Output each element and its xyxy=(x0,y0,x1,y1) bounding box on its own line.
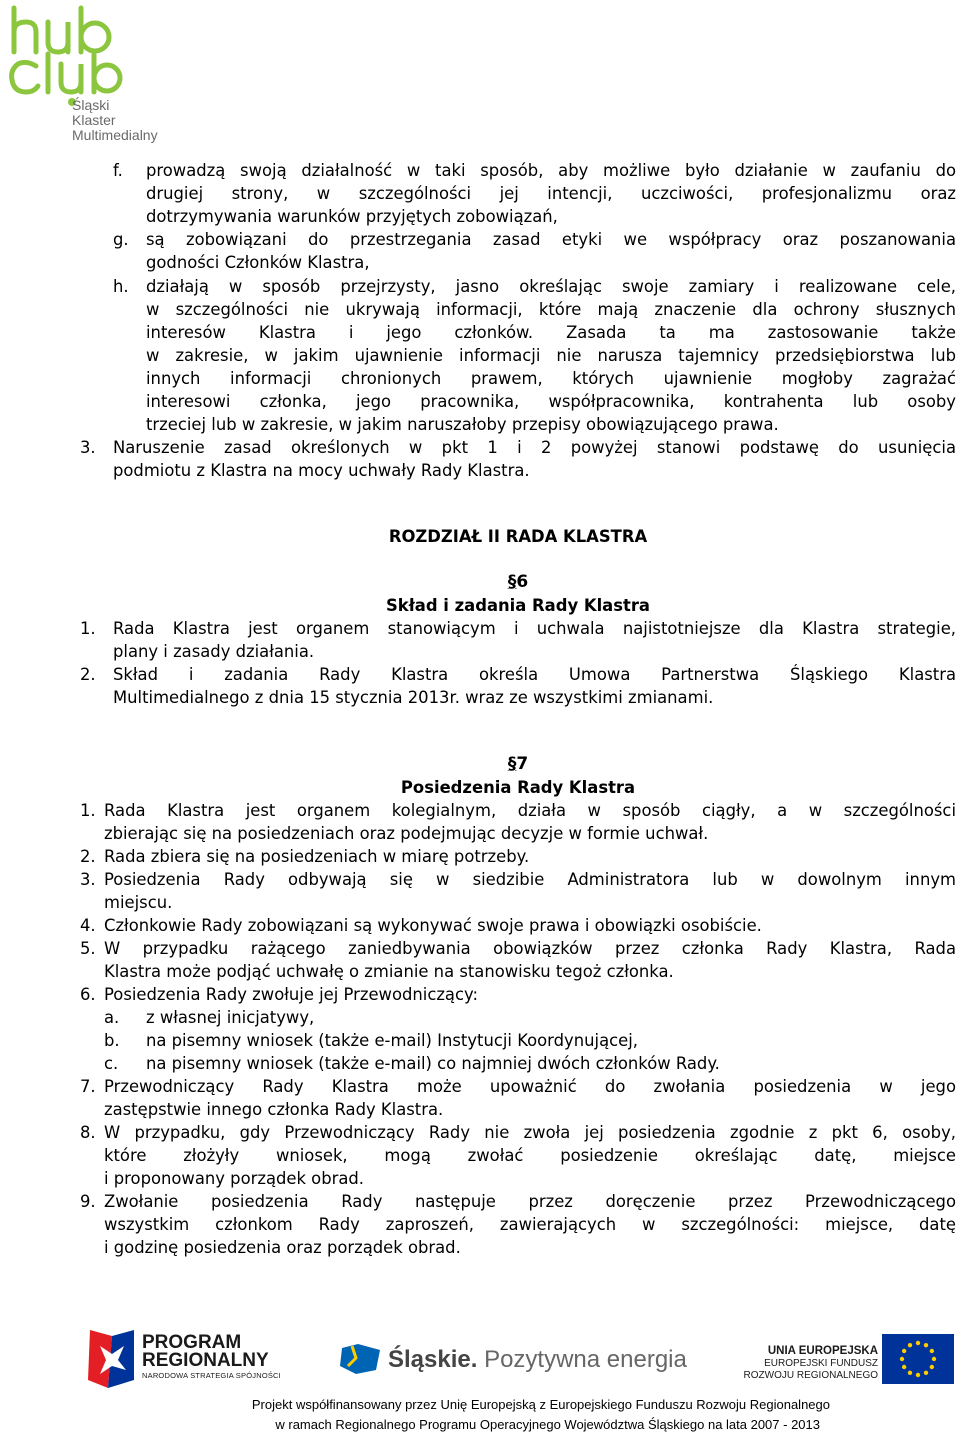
list-marker: 2. xyxy=(80,665,96,684)
eu-star-icon xyxy=(916,1341,920,1345)
list-item-line: które złożyły wniosek, mogą zwołać posiedzenie określając datę, miejsce xyxy=(104,1146,956,1165)
section-title: Skład i zadania Rady Klastra xyxy=(386,596,650,615)
section-number: §6 xyxy=(507,572,529,592)
list-marker: 8. xyxy=(80,1123,96,1142)
eu-star-icon xyxy=(930,1365,934,1369)
slaskie-emblem-icon xyxy=(336,1340,386,1378)
program-regionalny-label xyxy=(142,1334,281,1381)
section-number: §7 xyxy=(507,754,529,774)
eu-star-icon xyxy=(932,1357,936,1361)
program-line3: NARODOWA STRATEGIA SPÓJNOŚCI xyxy=(142,1371,281,1380)
list-item-line: Posiedzenia Rady zwołuje jej Przewodniczący: xyxy=(104,985,479,1004)
sublist-item: na pisemny wniosek (także e-mail) co najmniej dwóch członków Rady. xyxy=(146,1054,720,1073)
list-marker: 5. xyxy=(80,939,96,958)
list-item-line: Multimedialnego z dnia 15 stycznia 2013r. wraz ze wszystkimi zmianami. xyxy=(113,688,714,707)
eu-star-icon xyxy=(900,1357,904,1361)
footer-logos xyxy=(0,1328,960,1388)
list-marker: h. xyxy=(113,277,129,296)
sublist-marker: a. xyxy=(104,1008,120,1027)
list-item-line: w szczególności nie ukrywają informacji, które mają znaczenie dla ochrony słusznych xyxy=(146,300,956,319)
list-marker: 9. xyxy=(80,1192,96,1211)
section-title: Posiedzenia Rady Klastra xyxy=(400,778,636,797)
chapter-heading: ROZDZIAŁ II RADA KLASTRA xyxy=(388,527,648,546)
sublist-marker: b. xyxy=(104,1031,120,1050)
list-marker: f. xyxy=(113,161,123,180)
list-item-line: Rada Klastra jest organem stanowiącym i uchwala najistotniejsze dla Klastra strategie, xyxy=(113,619,956,638)
slaskie-brand-text xyxy=(388,1346,687,1374)
sublist-item: na pisemny wniosek (także e-mail) Instytucji Koordynującej, xyxy=(146,1031,638,1050)
list-marker: 3. xyxy=(80,438,96,457)
list-item-line: Zwołanie posiedzenia Rady następuje przez doręczenie przez Przewodniczącego xyxy=(104,1192,956,1211)
section-number-value: 7 xyxy=(516,754,529,774)
sublist-marker: c. xyxy=(104,1054,119,1073)
slaskie-brand: Śląskie. xyxy=(388,1346,478,1373)
logo-sub-klaster: Klaster xyxy=(72,112,116,128)
list-item-line: trzeciej lub w zakresie, w jakim naruszałoby przepisy obowiązującego prawa. xyxy=(146,415,779,434)
list-item-line: Rada zbiera się na posiedzeniach w miarę potrzeby. xyxy=(104,847,530,866)
list-item-line: Członkowie Rady zobowiązani są wykonywać swoje prawa i obowiązki osobiście. xyxy=(104,916,762,935)
list-item-line: w zakresie, w jakim ujawnienie informacji nie narusza tajemnicy przedsiębiorstwa lub xyxy=(146,346,956,365)
list-item-line: prowadzą swoją działalność w taki sposób, aby możliwe było działanie w zaufaniu do xyxy=(146,161,956,180)
list-item-line: Klastra może podjąć uchwałę o zmianie na stanowisku tegoż członka. xyxy=(104,962,674,981)
list-item-line: plany i zasady działania. xyxy=(113,642,315,661)
logo-sub-multimedialny: Multimedialny xyxy=(72,127,158,143)
list-item-line: godności Członków Klastra, xyxy=(146,253,370,272)
list-item-line: Naruszenie zasad określonych w pkt 1 i 2 powyżej stanowi podstawę do usunięcia xyxy=(113,438,956,457)
logo-sub-slaski: Śląski xyxy=(72,97,110,113)
eu-flag-icon xyxy=(882,1334,954,1384)
eu-line1: UNIA EUROPEJSKA xyxy=(767,1345,878,1357)
eu-star-icon xyxy=(924,1343,928,1347)
eu-line2: EUROPEJSKI FUNDUSZ xyxy=(764,1358,878,1369)
list-item-line: i proponowany porządek obrad. xyxy=(104,1169,365,1188)
list-marker: g. xyxy=(113,230,129,249)
eu-line3: ROZWOJU REGIONALNEGO xyxy=(743,1370,878,1381)
list-item-line: wszystkim członkom Rady zaproszeń, zawierających w szczególności: miejsce, datę xyxy=(104,1215,956,1234)
eu-fund-label xyxy=(742,1344,878,1382)
eu-star-icon xyxy=(908,1371,912,1375)
list-item-line: zastępstwie innego członka Rady Klastra. xyxy=(104,1100,444,1119)
list-item-line: podmiotu z Klastra na mocy uchwały Rady Klastra. xyxy=(113,461,530,480)
list-item-line: działają w sposób przejrzysty, jasno określając swoje zamiary i realizowane cele, xyxy=(146,277,956,296)
section-number-value: 6 xyxy=(516,572,529,592)
list-item-line: W przypadku, gdy Przewodniczący Rady nie zwoła jej posiedzenia zgodnie z pkt 6, osoby, xyxy=(104,1123,956,1142)
list-item-line: W przypadku rażącego zaniedbywania obowiązków przez członka Rady Klastra, Rada xyxy=(104,939,956,958)
list-item-line: interesowi członka, jego pracownika, współpracownika, kontrahenta lub osoby xyxy=(146,392,956,411)
program-line1: PROGRAM xyxy=(142,1332,242,1353)
eu-star-icon xyxy=(924,1371,928,1375)
list-marker: 3. xyxy=(80,870,96,889)
list-item-line: Posiedzenia Rady odbywają się w siedzibie Administratora lub w dowolnym innym xyxy=(104,870,956,889)
program-regionalny-flag-icon xyxy=(86,1328,138,1390)
list-marker: 4. xyxy=(80,916,96,935)
list-item-line: Skład i zadania Rady Klastra określa Umowa Partnerstwa Śląskiego Klastra xyxy=(113,665,956,684)
list-marker: 7. xyxy=(80,1077,96,1096)
list-marker: 1. xyxy=(80,619,96,638)
slaskie-slogan: Pozytywna energia xyxy=(484,1346,687,1373)
list-item-line: miejscu. xyxy=(104,893,173,912)
eu-star-icon xyxy=(916,1373,920,1377)
list-item-line: są zobowiązani do przestrzegania zasad etyki we współpracy oraz poszanowania xyxy=(146,230,956,249)
list-marker: 2. xyxy=(80,847,96,866)
list-item-line: i godzinę posiedzenia oraz porządek obrad. xyxy=(104,1238,461,1257)
footer-project-line2: w ramach Regionalnego Programu Operacyjnego Województwa Śląskiego na lata 2007 - 2013 xyxy=(275,1417,820,1432)
list-item-line: Przewodniczący Rady Klastra może upoważnić do zwołania posiedzenia w jego xyxy=(104,1077,956,1096)
sublist-item: z własnej inicjatywy, xyxy=(146,1008,315,1027)
eu-star-icon xyxy=(908,1343,912,1347)
list-marker: 1. xyxy=(80,801,96,820)
list-item-line: Rada Klastra jest organem kolegialnym, działa w sposób ciągły, a w szczególności xyxy=(104,801,956,820)
list-item-line: drugiej strony, w szczególności jej intencji, uczciwości, profesjonalizmu oraz xyxy=(146,184,956,203)
logo-subtitle xyxy=(72,98,158,143)
program-line2: REGIONALNY xyxy=(142,1350,269,1371)
list-item-line: dotrzymywania warunków przyjętych zobowiązań, xyxy=(146,207,558,226)
footer-project-line1: Projekt współfinansowany przez Unię Europejską z Europejskiego Funduszu Rozwoju Regionalnego xyxy=(251,1397,830,1412)
list-item-line: zbierając się na posiedzeniach oraz podejmując decyzje w formie uchwał. xyxy=(104,824,709,843)
list-marker: 6. xyxy=(80,985,96,1004)
list-item-line: interesów Klastra i jego członków. Zasada ta ma zastosowanie także xyxy=(146,323,956,342)
eu-star-icon xyxy=(930,1349,934,1353)
list-item-line: innych informacji chronionych prawem, których ujawnienie mogłoby zagrażać xyxy=(146,369,956,388)
eu-star-icon xyxy=(902,1349,906,1353)
eu-star-icon xyxy=(902,1365,906,1369)
